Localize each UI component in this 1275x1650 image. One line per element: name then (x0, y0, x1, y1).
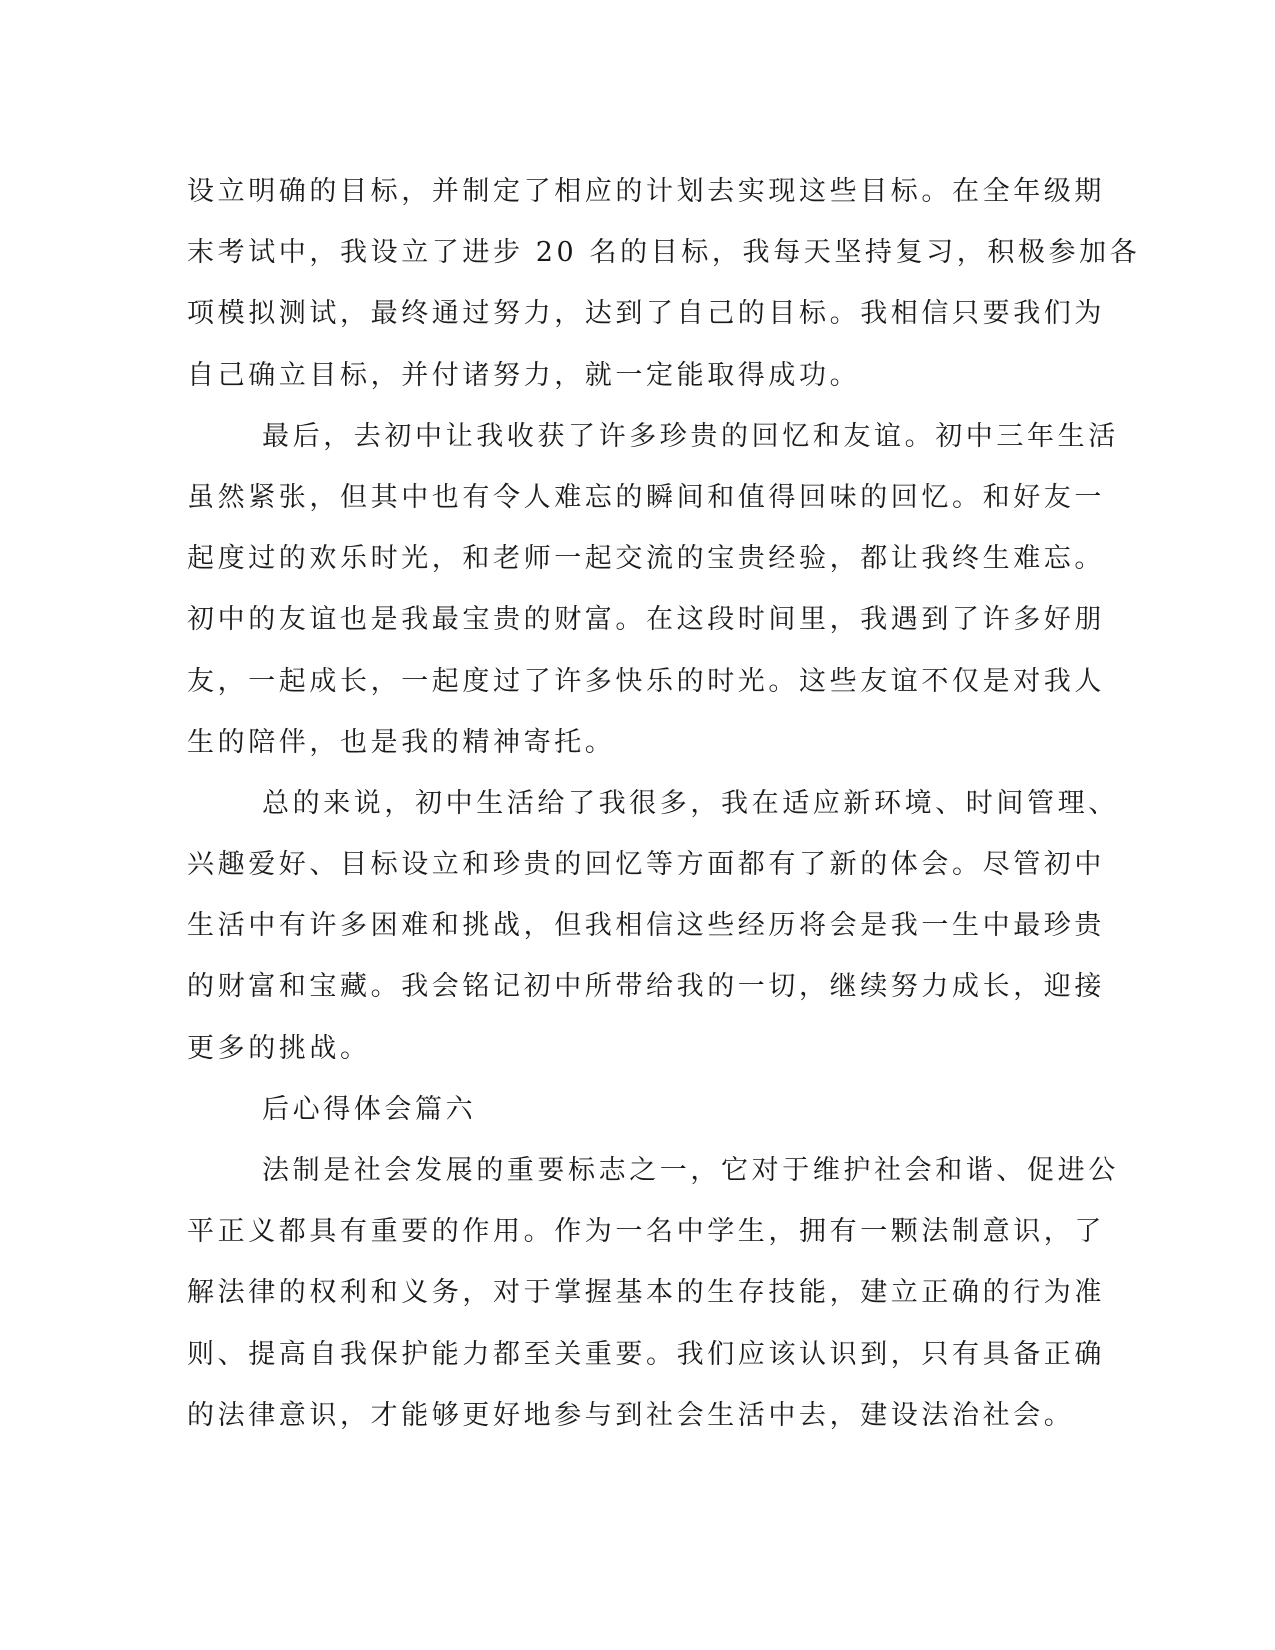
text-line: 的法律意识，才能够更好地参与到社会生活中去，建设法治社会。 (187, 1399, 1075, 1431)
paragraph-first-line: 总的来说，初中生活给了我很多，我在适应新环境、时间管理、 (262, 787, 1119, 819)
paragraph-first-line: 最后，去初中让我收获了许多珍贵的回忆和友谊。初中三年生活 (262, 420, 1119, 452)
text-line: 虽然紧张，但其中也有令人难忘的瞬间和值得回味的回忆。和好友一 (187, 481, 1105, 513)
text-line: 初中的友谊也是我最宝贵的财富。在这段时间里，我遇到了许多好朋 (187, 604, 1105, 636)
text-line: 自己确立目标，并付诸努力，就一定能取得成功。 (187, 359, 861, 391)
text-line: 友，一起成长，一起度过了许多快乐的时光。这些友谊不仅是对我人 (187, 665, 1105, 697)
text-line: 生的陪伴，也是我的精神寄托。 (187, 726, 616, 758)
text-line: 设立明确的目标，并制定了相应的计划去实现这些目标。在全年级期 (187, 176, 1105, 207)
section-heading: 后心得体会篇六 (262, 1093, 477, 1125)
text-line: 生活中有许多困难和挑战，但我相信这些经历将会是我一生中最珍贵 (187, 910, 1105, 942)
text-line: 项模拟测试，最终通过努力，达到了自己的目标。我相信只要我们为 (187, 298, 1105, 330)
paragraph-first-line: 法制是社会发展的重要标志之一，它对于维护社会和谐、促进公 (262, 1155, 1119, 1186)
text-line: 的财富和宝藏。我会铭记初中所带给我的一切，继续努力成长，迎接 (187, 971, 1105, 1003)
text-line: 兴趣爱好、目标设立和珍贵的回忆等方面都有了新的体会。尽管初中 (187, 849, 1105, 881)
document-body (187, 161, 1141, 1446)
text-line: 解法律的权利和义务，对于掌握基本的生存技能，建立正确的行为准 (187, 1277, 1105, 1309)
text-line: 起度过的欢乐时光，和老师一起交流的宝贵经验，都让我终生难忘。 (187, 543, 1105, 575)
text-line: 平正义都具有重要的作用。作为一名中学生，拥有一颗法制意识，了 (187, 1216, 1105, 1248)
text-line: 则、提高自我保护能力都至关重要。我们应该认识到，只有具备正确 (187, 1338, 1105, 1370)
text-line: 末考试中，我设立了进步 20 名的目标，我每天坚持复习，积极参加各 (187, 237, 1141, 269)
text-line: 更多的挑战。 (187, 1032, 371, 1064)
